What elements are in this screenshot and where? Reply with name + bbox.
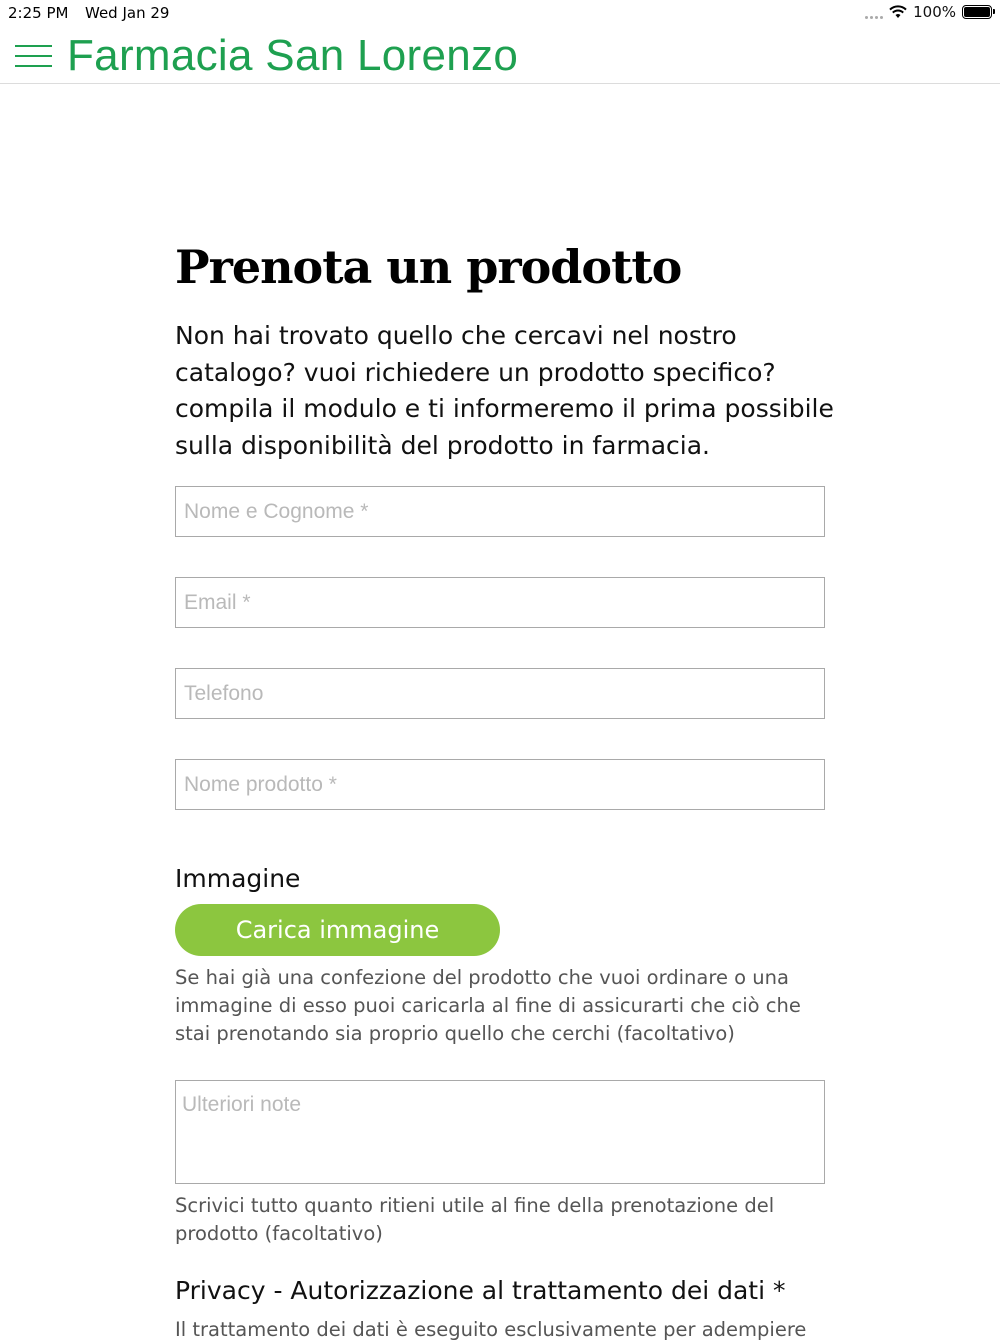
privacy-text: Il trattamento dei dati è eseguito esclusivamente per adempiere (175, 1318, 807, 1341)
battery-icon (962, 5, 992, 19)
intro-text: Non hai trovato quello che cercavi nel nostro catalogo? vuoi richiedere un prodotto specifico? compila il modulo e ti informeremo il prima possibile sulla disponibilità del prodotto in farmacia. (175, 321, 834, 460)
product-name-input[interactable] (175, 759, 825, 810)
phone-input[interactable] (175, 668, 825, 719)
image-label: Immagine (175, 864, 301, 893)
site-title[interactable]: Farmacia San Lorenzo (67, 31, 519, 80)
privacy-title: Privacy - Autorizzazione al trattamento dei dati * (175, 1276, 786, 1305)
status-bar (0, 0, 1000, 28)
notes-textarea[interactable] (175, 1080, 825, 1184)
battery-percent: 100% (913, 3, 956, 21)
image-help-text: Se hai già una confezione del prodotto che vuoi ordinare o una immagine di esso puoi caricarla al fine di assicurarti che ciò che stai prenotando sia proprio quello che cerchi (facoltativo) (175, 966, 801, 1045)
name-input[interactable] (175, 486, 825, 537)
status-indicators (865, 3, 992, 21)
email-input[interactable] (175, 577, 825, 628)
page-title: Prenota un prodotto (175, 240, 682, 294)
notes-help-text: Scrivici tutto quanto ritieni utile al fine della prenotazione del prodotto (facoltativo) (175, 1194, 775, 1245)
upload-image-button[interactable]: Carica immagine (175, 904, 500, 956)
signal-dots-icon (865, 5, 883, 19)
app-header (0, 28, 1000, 84)
wifi-icon (889, 5, 907, 19)
status-time: 2:25 PM (8, 4, 69, 22)
status-date: Wed Jan 29 (85, 4, 170, 22)
hamburger-menu-icon[interactable] (15, 45, 52, 67)
